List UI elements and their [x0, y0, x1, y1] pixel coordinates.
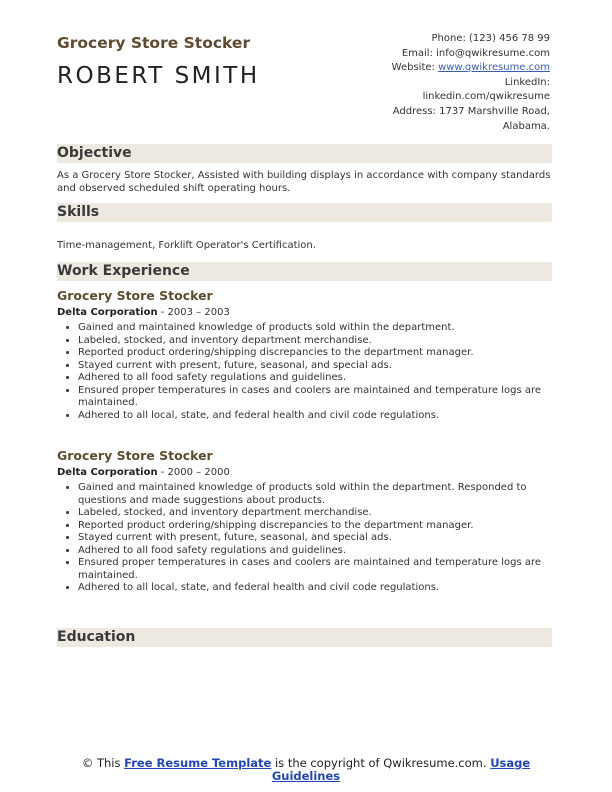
candidate-name: ROBERT SMITH	[57, 63, 260, 89]
list-item: • Adhered to all local, state, and federal health and civil code regulations.	[78, 410, 568, 423]
job-2-title: Grocery Store Stocker	[57, 448, 213, 463]
skills-heading: Skills	[57, 203, 552, 222]
contact-phone: Phone: (123) 456 78 99	[431, 33, 550, 44]
website-link[interactable]: www.qwikresume.com	[438, 62, 550, 74]
list-item: • Reported product ordering/shipping discrepancies to the department manager.	[78, 520, 568, 533]
list-item: • Labeled, stocked, and inventory department merchandise.	[78, 335, 568, 348]
list-item: • Adhered to all food safety regulations and guidelines.	[78, 372, 568, 385]
footer-middle: is the copyright of Qwikresume.com.	[271, 756, 491, 770]
education-heading: Education	[57, 628, 552, 647]
list-item: • Stayed current with present, future, seasonal, and special ads.	[78, 532, 568, 545]
contact-address-line2: Alabama.	[502, 120, 550, 132]
contact-block	[310, 32, 550, 134]
list-item: • Adhered to all food safety regulations and guidelines.	[78, 545, 568, 558]
job-2-company	[57, 467, 230, 478]
contact-linkedin-label: LinkedIn:	[504, 76, 550, 88]
list-item: • Stayed current with present, future, seasonal, and special ads.	[78, 360, 568, 373]
list-item: • Adhered to all local, state, and federal health and civil code regulations.	[78, 582, 568, 595]
footer	[60, 757, 552, 783]
list-item: • Labeled, stocked, and inventory department merchandise.	[78, 507, 568, 520]
job-1-duties	[57, 322, 568, 422]
list-item: • Ensured proper temperatures in cases and coolers are maintained and temperature logs are maintained.	[78, 557, 568, 582]
job-1-company-name: Delta Corporation	[57, 307, 158, 318]
contact-email: Email: info@qwikresume.com	[401, 47, 550, 59]
list-item: • Ensured proper temperatures in cases and coolers are maintained and temperature logs are maintained.	[78, 385, 568, 410]
website-label: Website:	[391, 62, 439, 74]
job-1-dates: - 2003 – 2003	[157, 307, 230, 318]
usage-guidelines-link[interactable]: Usage Guidelines	[271, 756, 531, 783]
objective-text: As a Grocery Store Stocker, Assisted with building displays in accordance with company standards and observed scheduled shift operating hours.	[57, 170, 551, 194]
skills-text: Time-management, Forklift Operator's Certification.	[57, 240, 316, 251]
job-2-dates: - 2000 – 2000	[157, 467, 230, 478]
job-1-title: Grocery Store Stocker	[57, 288, 213, 303]
job-1-company	[57, 307, 230, 318]
objective-heading: Objective	[57, 144, 552, 163]
experience-heading: Work Experience	[57, 262, 552, 281]
contact-website	[310, 61, 550, 76]
footer-prefix: © This	[81, 756, 125, 770]
list-item: • Gained and maintained knowledge of products sold within the department.	[78, 322, 568, 335]
list-item: • Gained and maintained knowledge of products sold within the department. Responded to questions and made suggestions about products.	[78, 482, 568, 507]
job-2-duties	[57, 482, 568, 595]
list-item: • Reported product ordering/shipping discrepancies to the department manager.	[78, 347, 568, 360]
free-resume-template-link[interactable]: Free Resume Template	[124, 756, 272, 770]
header-job-title: Grocery Store Stocker	[57, 34, 251, 52]
job-2-company-name: Delta Corporation	[57, 467, 158, 478]
contact-linkedin-value: linkedin.com/qwikresume	[422, 91, 550, 103]
contact-address-line1: Address: 1737 Marshville Road,	[392, 105, 550, 117]
